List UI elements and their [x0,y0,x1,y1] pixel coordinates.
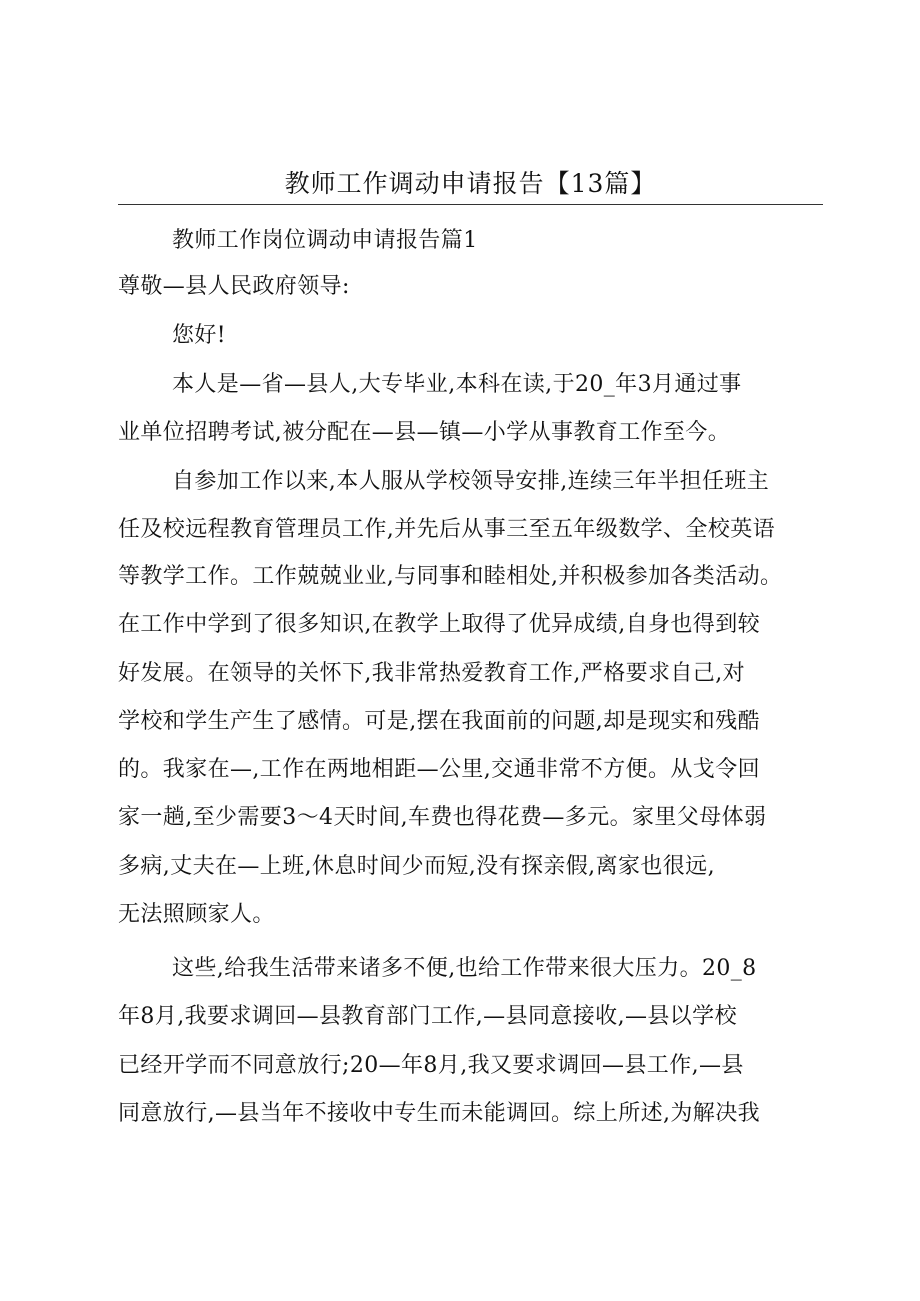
paragraph-line: 任及校远程教育管理员工作,并先后从事三至五年级数学、全校英语 [118,517,775,542]
paragraph-line: 已经开学而不同意放行;20—年8月,我又要求调回—县工作,—县 [118,1053,744,1078]
paragraph-line: 自参加工作以来,本人服从学校领导安排,连续三年半担任班主 [172,469,770,494]
paragraph-line: 多病,丈夫在—上班,休息时间少而短,没有探亲假,离家也很远, [118,854,715,879]
paragraph-line: 学校和学生产生了感情。可是,摆在我面前的问题,却是现实和残酷 [118,709,760,734]
greeting: 您好! [172,323,227,348]
paragraph-line: 业单位招聘考试,被分配在—县—镇—小学从事教育工作至今。 [118,420,731,445]
paragraph-line: 家一趟,至少需要3～4天时间,车费也得花费—多元。家里父母体弱 [118,805,767,830]
paragraph-line: 无法照顾家人。 [118,902,275,927]
paragraph-line: 的。我家在—,工作在两地相距—公里,交通非常不方便。从戈令回 [118,757,760,782]
salutation: 尊敬—县人民政府领导: [118,274,350,299]
paragraph-line: 在工作中学到了很多知识,在教学上取得了优异成绩,自身也得到较 [118,612,760,637]
section-heading: 教师工作岗位调动申请报告篇1 [172,228,478,253]
paragraph-line: 年8月,我要求调回—县教育部门工作,—县同意接收,—县以学校 [118,1004,737,1029]
paragraph-line: 等教学工作。工作兢兢业业,与同事和睦相处,并积极参加各类活动。 [118,564,783,589]
paragraph-line: 这些,给我生活带来诸多不便,也给工作带来很大压力。20_8 [172,956,757,981]
document-title: 教师工作调动申请报告【13篇】 [284,169,657,198]
paragraph-line: 本人是—省—县人,大专毕业,本科在读,于20_年3月通过事 [172,372,742,397]
title-underline [118,204,823,205]
paragraph-line: 同意放行,—县当年不接收中专生而未能调回。综上所述,为解决我 [118,1101,760,1126]
paragraph-line: 好发展。在领导的关怀下,我非常热爱教育工作,严格要求自己,对 [118,661,745,686]
